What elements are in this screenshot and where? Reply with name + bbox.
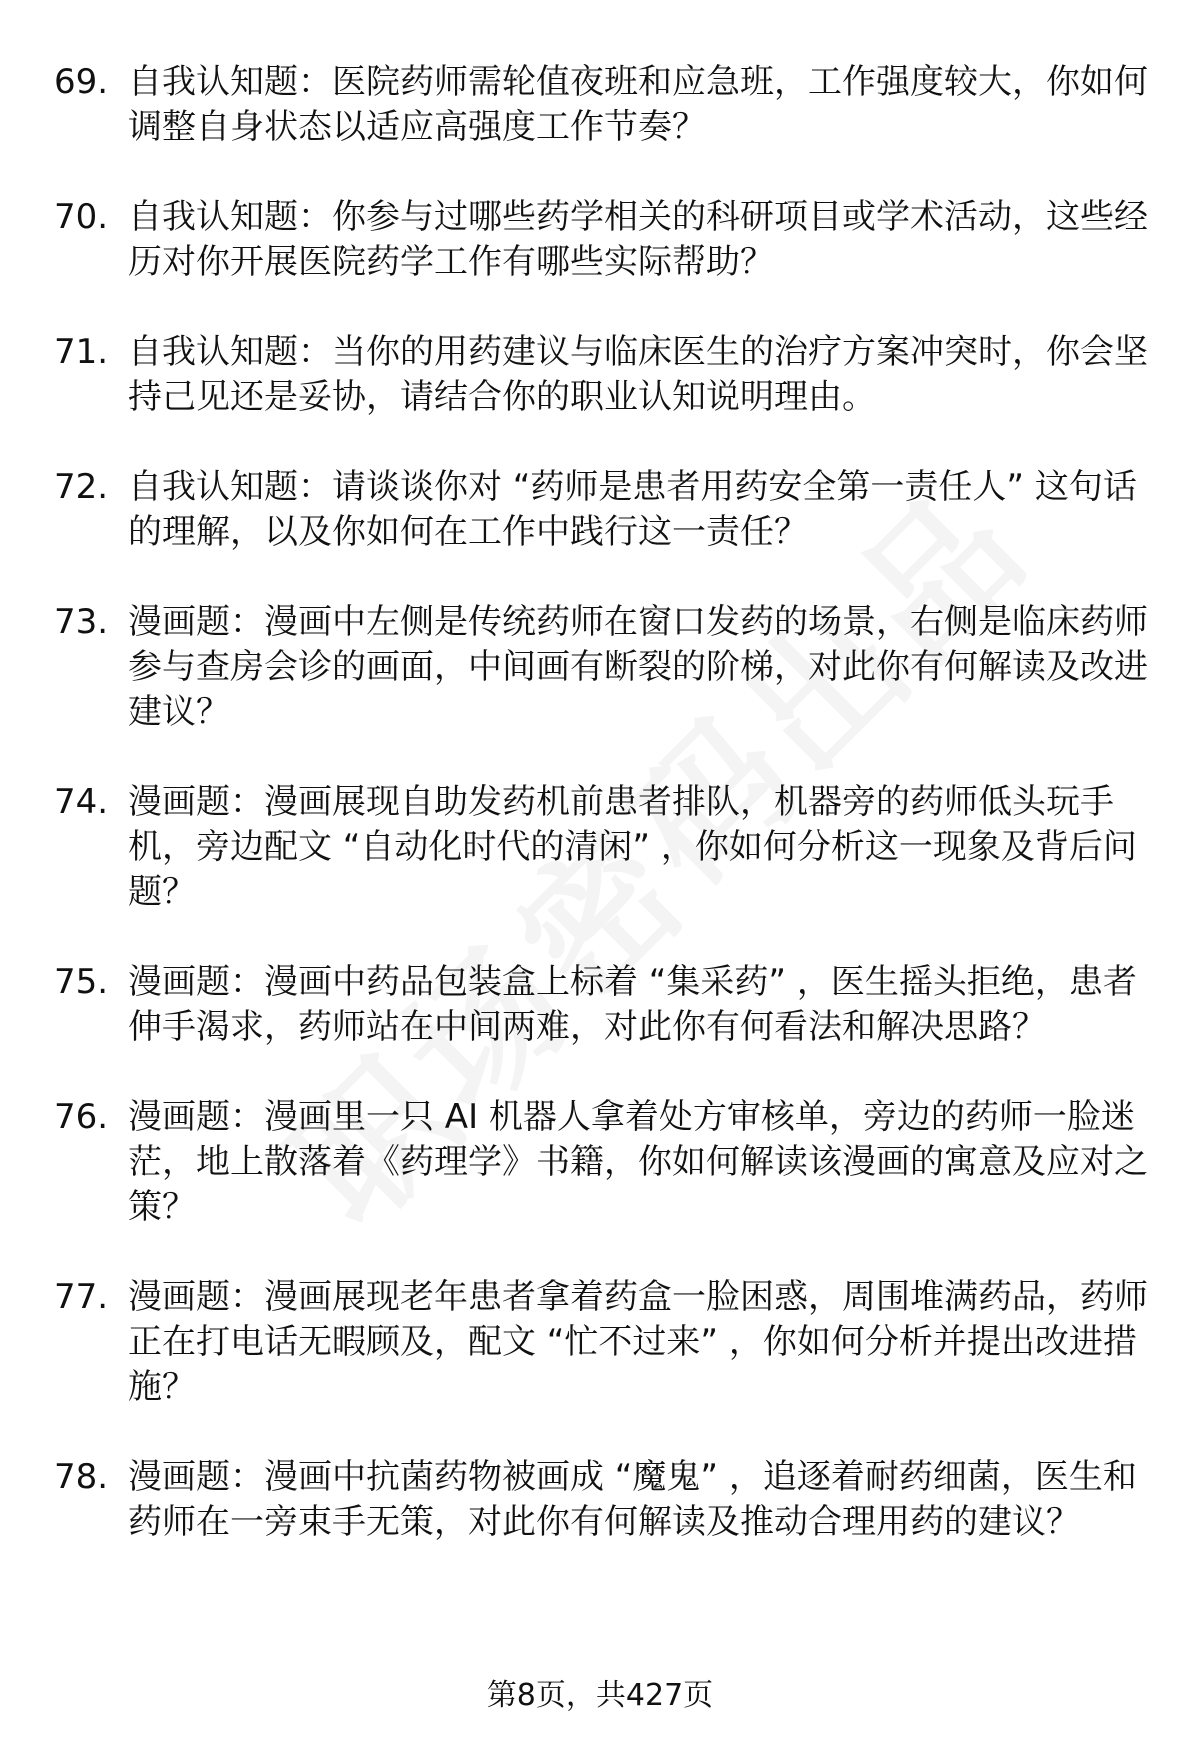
question-number: 76. [54,1097,109,1137]
question-item [0,465,1200,555]
question-item [0,1455,1200,1545]
question-list [0,60,1200,1590]
question-text: 漫画题：漫画展现老年患者拿着药盒一脸困惑，周围堆满药品，药师正在打电话无暇顾及，配文 “忙不过来” ，你如何分析并提出改进措施？ [128,1277,1148,1407]
question-text: 漫画题：漫画里一只 AI 机器人拿着处方审核单，旁边的药师一脸迷茫，地上散落着《药理学》书籍，你如何解读该漫画的寓意及应对之策？ [128,1097,1148,1227]
question-number: 78. [54,1457,109,1497]
question-text: 漫画题：漫画中药品包装盒上标着 “集采药” ，医生摇头拒绝，患者伸手渴求，药师站在中间两难，对此你有何看法和解决思路？ [128,962,1137,1047]
question-item [0,1095,1200,1230]
question-number: 72. [54,467,109,507]
question-text: 自我认知题：医院药师需轮值夜班和应急班，工作强度较大，你如何调整自身状态以适应高强度工作节奏？ [128,62,1148,147]
question-number: 73. [54,602,109,642]
question-item [0,60,1200,150]
question-item [0,780,1200,915]
question-number: 75. [54,962,109,1002]
question-text: 自我认知题：当你的用药建议与临床医生的治疗方案冲突时，你会坚持己见还是妥协，请结合你的职业认知说明理由。 [128,332,1148,417]
question-number: 70. [54,197,109,237]
question-text: 自我认知题：你参与过哪些药学相关的科研项目或学术活动，这些经历对你开展医院药学工作有哪些实际帮助？ [128,197,1148,282]
question-number: 69. [54,62,109,102]
question-item [0,960,1200,1050]
question-text: 漫画题：漫画中抗菌药物被画成 “魔鬼” ，追逐着耐药细菌，医生和药师在一旁束手无策，对此你有何解读及推动合理用药的建议？ [128,1457,1137,1542]
question-number: 71. [54,332,109,372]
question-text: 漫画题：漫画中左侧是传统药师在窗口发药的场景，右侧是临床药师参与查房会诊的画面，中间画有断裂的阶梯，对此你有何解读及改进建议？ [128,602,1148,732]
question-item [0,600,1200,735]
question-item [0,195,1200,285]
question-number: 74. [54,782,109,822]
question-number: 77. [54,1277,109,1317]
question-item [0,330,1200,420]
question-text: 漫画题：漫画展现自助发药机前患者排队，机器旁的药师低头玩手机，旁边配文 “自动化时代的清闲” ，你如何分析这一现象及背后问题？ [128,782,1137,912]
question-item [0,1275,1200,1410]
page-footer: 第8页，共427页 [486,1678,714,1713]
question-text: 自我认知题：请谈谈你对 “药师是患者用药安全第一责任人” 这句话的理解，以及你如何在工作中践行这一责任？ [128,467,1137,552]
